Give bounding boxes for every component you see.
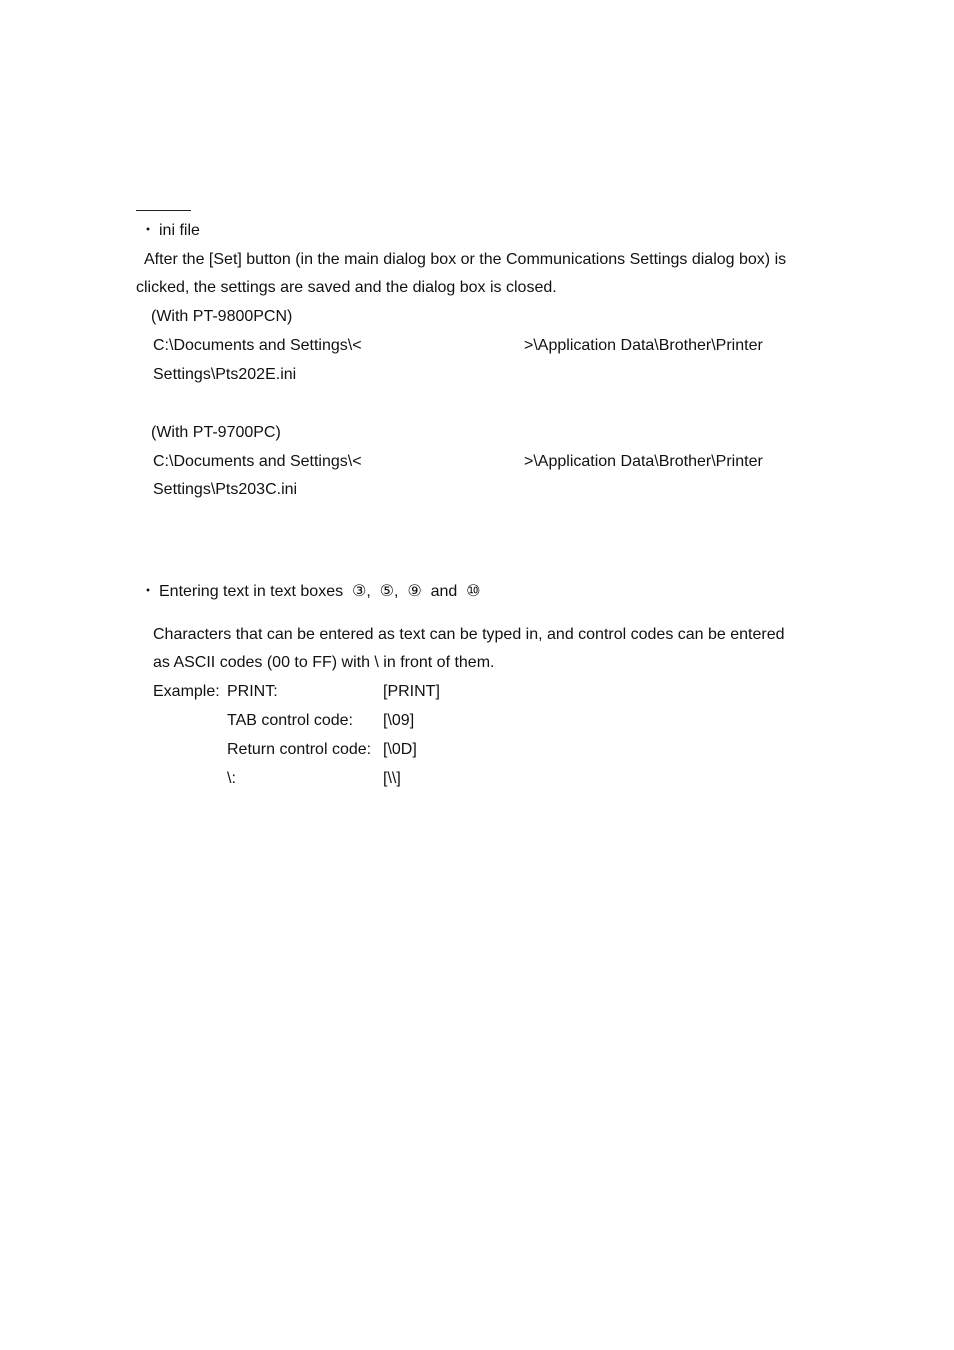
- ini-paragraph-line2: clicked, the settings are saved and the dialog box is closed.: [136, 279, 557, 296]
- pcn-path-right: >\Application Data\Brother\Printer: [524, 337, 763, 354]
- example-name: \:: [227, 770, 236, 787]
- pcn-label: (With PT-9800PCN): [151, 308, 293, 325]
- pcn-path-left: C:\Documents and Settings\<: [153, 337, 362, 354]
- pc-path-left: C:\Documents and Settings\<: [153, 453, 362, 470]
- pcn-path-line2: Settings\Pts202E.ini: [153, 366, 297, 383]
- example-value: [\09]: [383, 712, 415, 729]
- bullet-ini: ・: [140, 222, 157, 239]
- example-name: TAB control code:: [227, 712, 353, 729]
- example-name: Return control code:: [227, 741, 372, 758]
- heading-entering-text: Entering text in text boxes ③, ⑤, ⑨ and ⑩: [159, 583, 481, 600]
- pc-path-line2: Settings\Pts203C.ini: [153, 481, 298, 498]
- example-name: PRINT:: [227, 683, 278, 700]
- bullet-text-entry: ・: [140, 583, 157, 600]
- example-value: [\0D]: [383, 741, 417, 758]
- example-value: [PRINT]: [383, 683, 440, 700]
- text-paragraph-line2: as ASCII codes (00 to FF) with \ in front of them.: [153, 654, 495, 671]
- pc-label: (With PT-9700PC): [151, 424, 281, 441]
- short-divider-rule: [136, 210, 191, 211]
- example-label: Example:: [153, 683, 220, 700]
- ini-paragraph-line1: After the [Set] button (in the main dialog box or the Communications Settings dialog box) is: [144, 251, 787, 268]
- heading-ini-file: ini file: [159, 222, 200, 239]
- pc-path-right: >\Application Data\Brother\Printer: [524, 453, 763, 470]
- example-value: [\\]: [383, 770, 401, 787]
- text-paragraph-line1: Characters that can be entered as text can be typed in, and control codes can be entered: [153, 626, 785, 643]
